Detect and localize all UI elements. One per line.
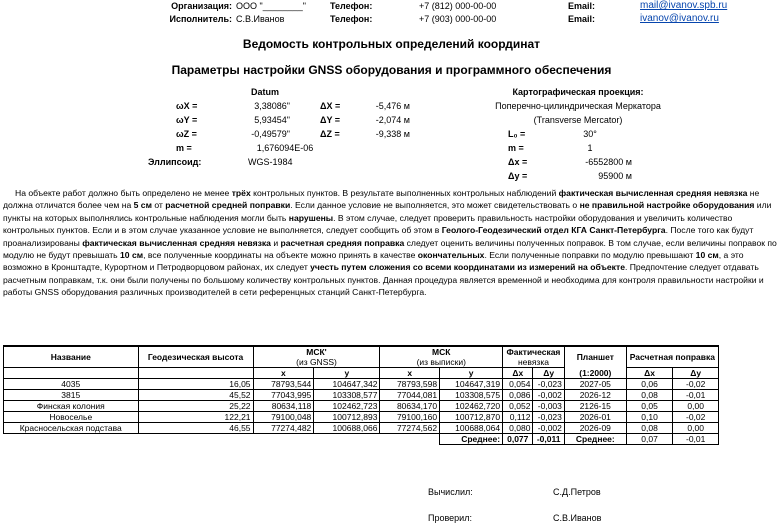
ellipsoid-label: Эллипсоид: xyxy=(148,157,202,167)
cell-x1: 78793,544 xyxy=(253,379,314,390)
paragraph-bold-text: фактическая вычисленная средняя невязка xyxy=(558,188,748,198)
datum-dx-label: ΔX = xyxy=(320,101,341,111)
cell-x2: 79100,160 xyxy=(380,412,440,423)
avg-dx: 0,077 xyxy=(503,434,533,445)
org-value: ООО "________" xyxy=(236,1,306,11)
calculated-by-name: С.Д.Петров xyxy=(553,487,601,497)
cell-y2: 103308,575 xyxy=(440,390,503,401)
paragraph-text: . В этом случае, следует проверить правильность настройки оборудования и увеличить количество контрольных пунктов. Если и в этом случае указанное условие не выполняется, следует сообщить об этом в xyxy=(3,212,733,236)
cell-dy: -0,003 xyxy=(533,401,564,412)
proj-m-label: m = xyxy=(508,143,524,153)
checked-by-name: С.В.Иванов xyxy=(553,513,602,523)
datum-title: Datum xyxy=(250,87,279,97)
col-msk2-sub: (из выписки) xyxy=(380,357,503,368)
paragraph-bold-text: фактическая вычисленная средняя невязка xyxy=(82,237,271,248)
email1-label: Email: xyxy=(568,1,596,11)
col-y1: y xyxy=(314,368,380,379)
datum-dz-label: ΔZ = xyxy=(320,129,340,139)
email2-link[interactable]: ivanov@ivanov.ru xyxy=(640,13,719,24)
cell-y2: 100688,064 xyxy=(440,423,503,434)
cell-h: 122,21 xyxy=(138,412,253,423)
proj-l0-value: 30° xyxy=(583,129,597,139)
paragraph-text: . После того как будут проанализированы xyxy=(3,225,754,248)
cell-name: Красносельская подстава xyxy=(4,423,139,434)
col-height-header: Геодезическая высота xyxy=(138,346,253,368)
executor-label: Исполнитель: xyxy=(169,14,232,24)
datum-m-label: m = xyxy=(176,143,192,153)
cell-dx: 0,054 xyxy=(503,379,533,390)
cell-dy: -0,023 xyxy=(533,412,564,423)
datum-dz-value: -9,338 м xyxy=(375,129,410,139)
col-dx: Δx xyxy=(503,368,533,379)
cell-sheet: 2026-09 xyxy=(564,423,626,434)
cell-h: 25,22 xyxy=(138,401,253,412)
col-calc-header: Расчетная поправка xyxy=(626,346,718,368)
email2-label: Email: xyxy=(568,14,596,24)
phone1-value: +7 (812) 000-00-00 xyxy=(419,1,497,11)
projection-name-en: (Transverse Mercator) xyxy=(533,115,623,125)
cell-dx: 0,086 xyxy=(503,390,533,401)
cell-y2: 100712,870 xyxy=(440,412,503,423)
cell-x2: 77274,562 xyxy=(380,423,440,434)
cell-sheet: 2026-01 xyxy=(564,412,626,423)
paragraph-text: не должна отличатся более чем на xyxy=(3,188,760,211)
datum-dy-label: ΔY = xyxy=(320,115,341,125)
cell-dx: 0,112 xyxy=(503,412,533,423)
datum-wx-label: ωX = xyxy=(176,101,198,111)
datum-wy-value: 5,93454" xyxy=(254,115,290,125)
cell-y1: 104647,342 xyxy=(314,379,380,390)
datum-wz-label: ωZ = xyxy=(176,129,197,139)
proj-dy-value: 95900 м xyxy=(598,171,632,181)
paragraph-text: и xyxy=(270,237,281,248)
table-row xyxy=(4,423,719,434)
cell-y2: 104647,319 xyxy=(440,379,503,390)
avg2-label: Среднее: xyxy=(564,434,626,445)
cell-cx: 0,08 xyxy=(626,423,673,434)
cell-y1: 100712,893 xyxy=(314,412,380,423)
cell-h: 45,52 xyxy=(138,390,253,401)
col-cy: Δy xyxy=(673,368,719,379)
paragraph-text: , а это возможно в Кронштадте, Курортном и Петродворцовом районах, их следует xyxy=(3,250,744,273)
datum-wx-value: 3,38086" xyxy=(254,101,290,111)
col-msk1-header: МСК' xyxy=(253,346,380,357)
phone2-value: +7 (903) 000-00-00 xyxy=(419,14,497,24)
cell-y1: 102462,723 xyxy=(314,401,380,412)
cell-dy: -0,023 xyxy=(533,379,564,390)
calculated-by-label: Вычислил: xyxy=(428,487,473,497)
paragraph-text: На объекте работ должно быть определено не менее xyxy=(15,188,232,198)
org-label: Организация: xyxy=(171,1,232,11)
proj-dy-label: Δy = xyxy=(508,171,528,181)
cell-x1: 77043,995 xyxy=(253,390,314,401)
cell-x1: 79100,048 xyxy=(253,412,314,423)
paragraph-bold-text: 10 см xyxy=(120,250,144,261)
control-points-table xyxy=(3,345,719,445)
cell-x2: 78793,598 xyxy=(380,379,440,390)
cell-sheet: 2027-05 xyxy=(564,379,626,390)
paragraph-text: . Предпочтение следует отдавать расчетным поправкам, т.к. они были получены по большому количеству контрольных пунктов. Данная процедура является временной и необходима для контроля правильности настройки и работы GNSS оборудования различных производителей в сети референцных станций Санкт-Петербурга. xyxy=(3,262,764,298)
cell-x1: 77274,482 xyxy=(253,423,314,434)
proj-dx-label: Δx = xyxy=(508,157,528,167)
avg-cy: -0,01 xyxy=(673,434,719,445)
cell-dx: 0,052 xyxy=(503,401,533,412)
section-title: Параметры настройки GNSS оборудования и программного обеспечения xyxy=(171,63,612,77)
table-row xyxy=(4,401,719,412)
paragraph-text: контрольных пунктов. В результате выполненных контрольных наблюдений xyxy=(250,188,559,198)
cell-y2: 102462,720 xyxy=(440,401,503,412)
paragraph-bold-text: не правильной настройке оборудования xyxy=(579,200,755,211)
paragraph-bold-text: нарушены xyxy=(288,212,334,223)
projection-title: Картографическая проекция: xyxy=(512,87,644,97)
col-sheet-header: Планшет xyxy=(564,346,626,368)
datum-m-value: 1,676094E-06 xyxy=(256,143,314,153)
col-dy: Δy xyxy=(533,368,564,379)
col-fact-sub: невязка xyxy=(503,357,565,368)
col-sheet-sub: (1:2000) xyxy=(564,368,626,379)
cell-name: Новоселье xyxy=(4,412,139,423)
datum-dx-value: -5,476 м xyxy=(375,101,410,111)
table-row xyxy=(4,379,719,390)
cell-x2: 80634,170 xyxy=(380,401,440,412)
col-msk2-header: МСК xyxy=(380,346,503,357)
phone2-label: Телефон: xyxy=(330,14,373,24)
cell-dy: -0,002 xyxy=(533,390,564,401)
cell-y1: 100688,066 xyxy=(314,423,380,434)
cell-y1: 103308,577 xyxy=(314,390,380,401)
paragraph-text: следует оценить величины полученных поправок. В том случае, если величины поправок по модулю не будут превышать xyxy=(3,237,777,261)
table-row xyxy=(4,390,719,401)
cell-h: 16,05 xyxy=(138,379,253,390)
table-row xyxy=(4,412,719,423)
cell-sheet: 2126-15 xyxy=(564,401,626,412)
paragraph-text: , все полученные координаты на объекте можно принять в качестве xyxy=(143,250,418,261)
col-cx: Δx xyxy=(626,368,673,379)
datum-wy-label: ωY = xyxy=(176,115,198,125)
ellipsoid-value: WGS-1984 xyxy=(248,157,293,167)
col-fact-header: Фактическая xyxy=(503,346,565,357)
instructions-paragraph xyxy=(3,187,777,299)
paragraph-text: . Если полученные поправки по модулю превышают xyxy=(484,250,696,261)
cell-cy: -0,01 xyxy=(673,390,719,401)
cell-h: 46,55 xyxy=(138,423,253,434)
paragraph-bold-text: Геолого-Геодезический отдел КГА Санкт-Петербурга xyxy=(441,225,666,236)
cell-cy: 0,00 xyxy=(673,423,719,434)
projection-name: Поперечно-цилиндрическая Меркатора xyxy=(495,101,661,111)
cell-cy: -0,02 xyxy=(673,379,719,390)
proj-l0-label: L₀ = xyxy=(508,129,526,139)
col-name-header: Название xyxy=(4,346,139,368)
datum-dy-value: -2,074 м xyxy=(375,115,410,125)
phone1-label: Телефон: xyxy=(330,1,373,11)
paragraph-bold-text: 10 см xyxy=(695,250,719,261)
page-title: Ведомость контрольных определений координат xyxy=(242,37,541,51)
paragraph-text: . Если данное условие не выполняется, это может свидетельствовать о xyxy=(290,200,580,211)
cell-name: 4035 xyxy=(4,379,139,390)
col-x2: x xyxy=(380,368,440,379)
paragraph-bold-text: расчетная средняя поправка xyxy=(280,237,405,248)
paragraph-bold-text: трёх xyxy=(231,188,251,198)
cell-sheet: 2026-12 xyxy=(564,390,626,401)
paragraph-bold-text: учесть путем сложения со всеми координатами из измерений на объекте xyxy=(310,262,625,273)
email1-link[interactable]: mail@ivanov.spb.ru xyxy=(640,0,728,11)
avg-dy: -0,011 xyxy=(533,434,564,445)
cell-dx: 0,080 xyxy=(503,423,533,434)
col-y2: y xyxy=(440,368,503,379)
cell-name: 3815 xyxy=(4,390,139,401)
cell-cx: 0,10 xyxy=(626,412,673,423)
cell-cy: 0,00 xyxy=(673,401,719,412)
avg-cx: 0,07 xyxy=(626,434,673,445)
col-msk1-sub: (из GNSS) xyxy=(253,357,380,368)
checked-by-label: Проверил: xyxy=(428,513,472,523)
paragraph-text: или пункты на которых выполнялись контрольные наблюдения могли быть xyxy=(3,200,772,223)
cell-cy: -0,02 xyxy=(673,412,719,423)
col-x1: x xyxy=(253,368,314,379)
paragraph-bold-text: расчетной средней поправки xyxy=(165,200,291,211)
cell-x1: 80634,118 xyxy=(253,401,314,412)
proj-m-value: 1 xyxy=(587,143,593,153)
proj-dx-value: -6552800 м xyxy=(585,157,632,167)
executor-value: С.В.Иванов xyxy=(236,14,285,24)
cell-cx: 0,05 xyxy=(626,401,673,412)
cell-cx: 0,08 xyxy=(626,390,673,401)
datum-wz-value: -0,49579" xyxy=(251,129,290,139)
paragraph-text: от xyxy=(151,200,166,211)
paragraph-bold-text: окончательных xyxy=(417,250,485,261)
avg-label: Среднее: xyxy=(440,434,503,445)
cell-cx: 0,06 xyxy=(626,379,673,390)
cell-name: Финская колония xyxy=(4,401,139,412)
cell-x2: 77044,081 xyxy=(380,390,440,401)
cell-dy: -0,002 xyxy=(533,423,564,434)
paragraph-bold-text: 5 см xyxy=(133,200,152,211)
